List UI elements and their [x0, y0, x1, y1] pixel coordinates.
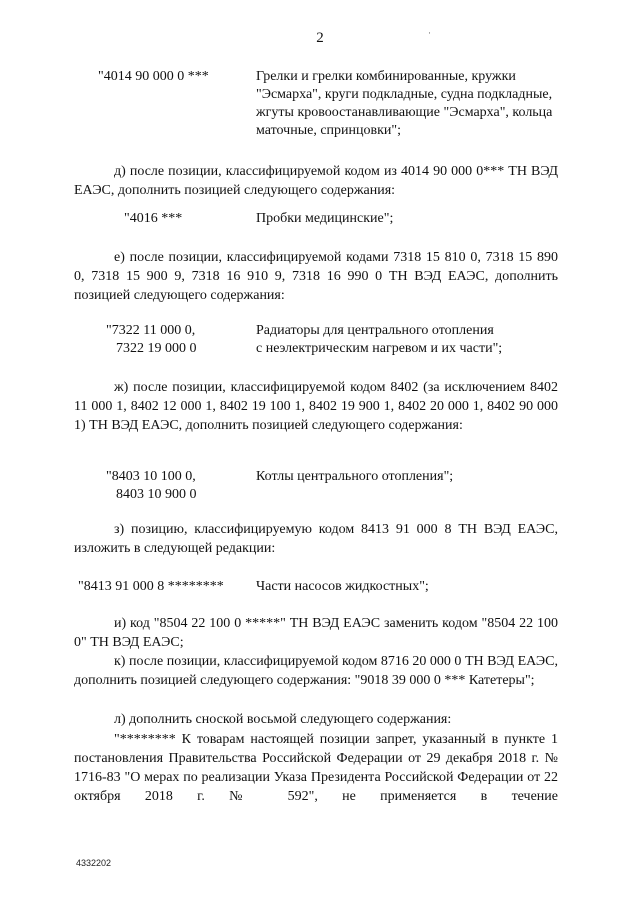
paragraph-k	[74, 652, 558, 690]
paragraph-text: е) после позиции, классифицируемой кодами 7318 15 810 0, 7318 15 890 0, 7318 15 900 9, 7318 16 910 9, 7318 16 990 0 ТН ВЭД ЕАЭС, дополнить позицией следующего содержания:	[74, 250, 558, 303]
item-code: "7322 11 000 0,	[106, 323, 196, 338]
paragraph-text: л) дополнить сноской восьмой следующего содержания:	[114, 712, 452, 727]
item-description: Пробки медицинские";	[256, 211, 394, 226]
paragraph-text: з) позицию, классифицируемую кодом 8413 91 000 8 ТН ВЭД ЕАЭС, изложить в следующей редакции:	[74, 522, 558, 556]
item-description: Радиаторы для центрального отопления	[256, 323, 494, 338]
paragraph-text: "******** К товарам настоящей позиции запрет, указанный в пункте 1 постановления Правительства Российской Федерации от 29 декабря 2018 г. № 1716-83 "О мерах по реализации Указа Президента Российской Федерации от 22 октября 2018 г. № 592", не применяется в течение	[74, 732, 558, 804]
paragraph-e	[74, 248, 558, 305]
item-code: "4014 90 000 0 ***	[98, 69, 209, 84]
page-number: 2	[316, 30, 324, 46]
item-description: Части насосов жидкостных";	[256, 579, 429, 594]
paragraph-footnote	[74, 730, 558, 806]
paragraph-text: к) после позиции, классифицируемой кодом 8716 20 000 0 ТН ВЭД ЕАЭС, дополнить позицией следующего содержания: "9018 39 000 0 *** Катетеры";	[74, 654, 558, 688]
item-code: "8403 10 100 0,	[106, 469, 196, 484]
corner-mark: ·	[428, 28, 431, 38]
item-code: "8413 91 000 8 ********	[78, 579, 224, 594]
paragraph-text: д) после позиции, классифицируемой кодом из 4014 90 000 0*** ТН ВЭД ЕАЭС, дополнить позицией следующего содержания:	[74, 164, 558, 198]
document-code: 4332202	[76, 858, 112, 868]
item-code: 8403 10 900 0	[116, 487, 197, 502]
paragraph-z	[74, 520, 558, 558]
paragraph-d	[74, 162, 558, 200]
item-description: Котлы центрального отопления";	[256, 469, 454, 484]
paragraph-zh	[74, 378, 558, 435]
item-description: Грелки и грелки комбинированные, кружки "Эсмарха", круги подкладные, судна подкладные, жгуты кровоостанавливающие "Эсмарха", кольца маточные, спринцовки";	[256, 69, 553, 138]
paragraph-i	[74, 614, 558, 652]
item-code: 7322 19 000 0	[116, 341, 197, 356]
paragraph-l	[74, 710, 558, 729]
item-description: с неэлектрическим нагревом и их части";	[256, 341, 503, 356]
paragraph-text: и) код "8504 22 100 0 *****" ТН ВЭД ЕАЭС заменить кодом "8504 22 100 0" ТН ВЭД ЕАЭС;	[74, 616, 558, 650]
paragraph-text: ж) после позиции, классифицируемой кодом 8402 (за исключением 8402 11 000 1, 8402 12 000 1, 8402 19 100 1, 8402 19 900 1, 8402 20 000 1, 8402 90 000 1) ТН ВЭД ЕАЭС, дополнить позицией следующего содержания:	[74, 380, 558, 433]
item-code: "4016 ***	[124, 211, 183, 226]
